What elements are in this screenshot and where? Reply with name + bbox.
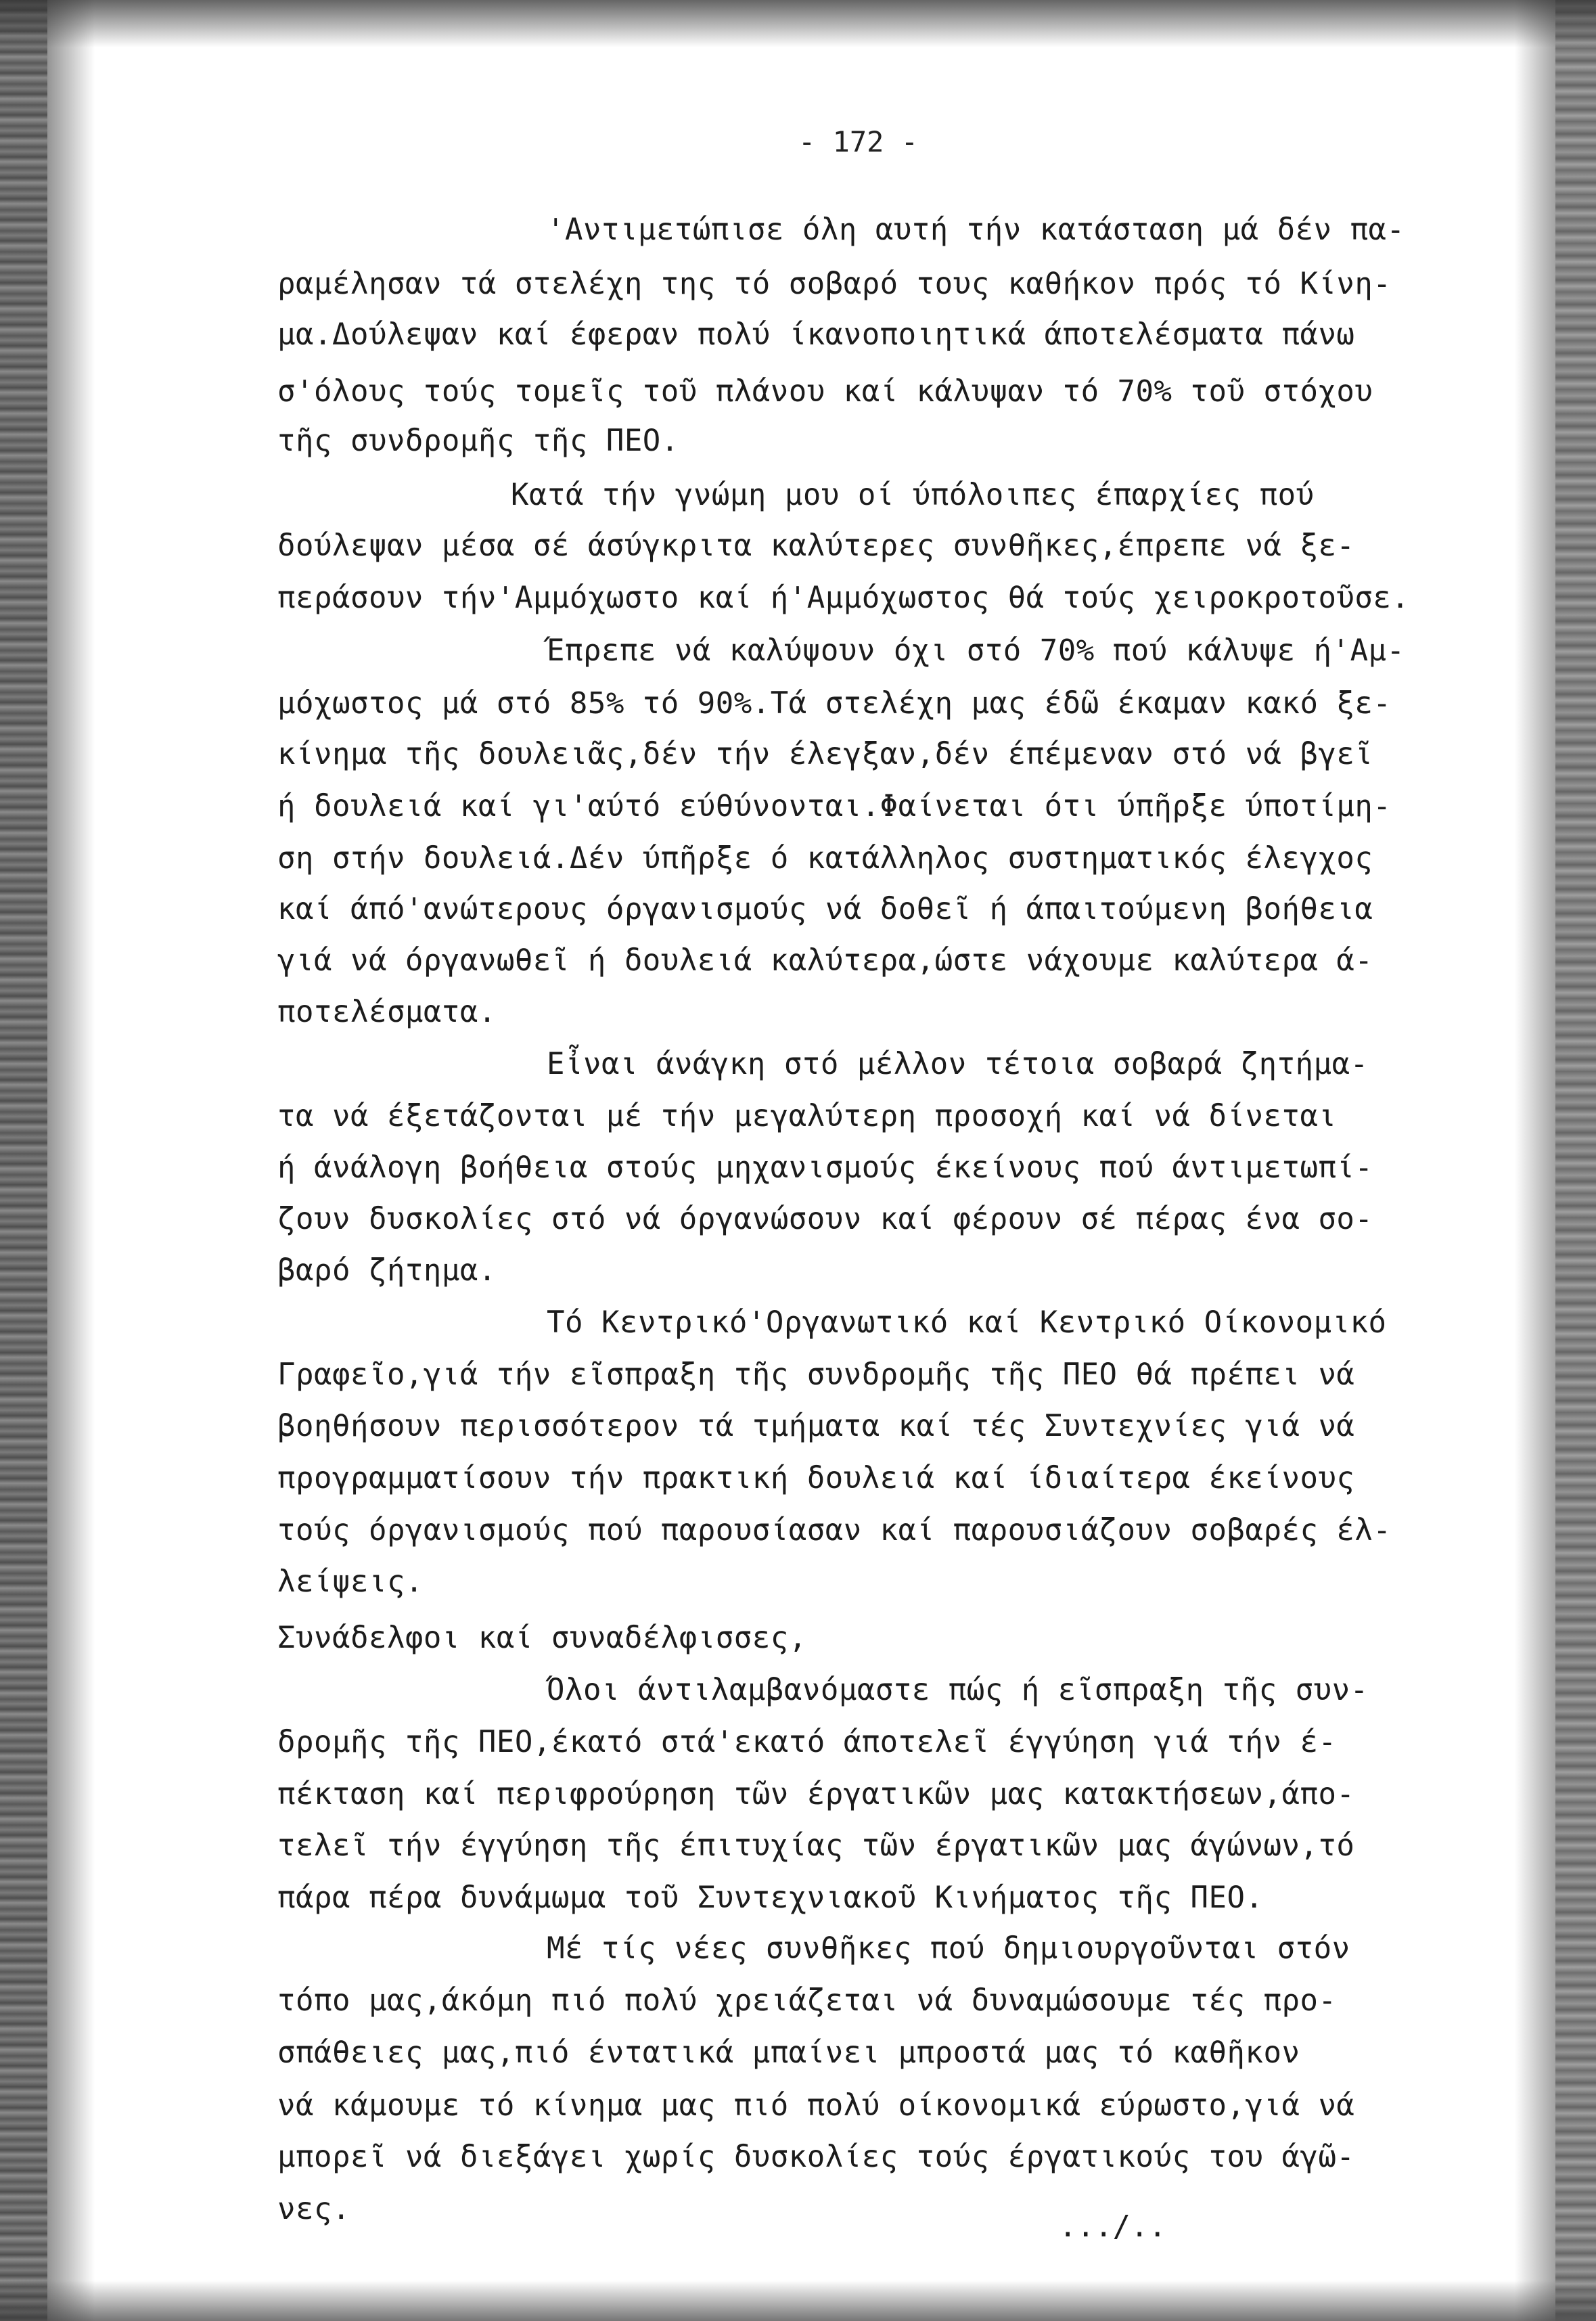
text-line: Μέ τίς νέες συνθῆκες πού δημιουργοῦνται στόν bbox=[547, 1931, 1350, 1966]
text-line: περάσουν τήν'Αμμόχωστο καί ή'Αμμόχωστος θά τούς χειροκροτοῦσε. bbox=[277, 581, 1410, 615]
text-line: Γραφεῖο,γιά τήν εῖσπραξη τῆς συνδρομῆς τῆς ΠΕΟ θά πρέπει νά bbox=[277, 1357, 1355, 1392]
text-line: νες. bbox=[277, 2192, 350, 2226]
text-line: Εἶναι άνάγκη στό μέλλον τέτοια σοβαρά ζητήμα- bbox=[547, 1047, 1369, 1081]
scan-edge-right bbox=[1555, 0, 1596, 2321]
scan-edge-top bbox=[0, 0, 1596, 47]
text-line: βαρό ζήτημα. bbox=[277, 1253, 497, 1288]
text-line: τόπο μας,άκόμη πιό πολύ χρειάζεται νά δυναμώσουμε τές προ- bbox=[277, 1983, 1337, 2018]
text-line: τῆς συνδρομῆς τῆς ΠΕΟ. bbox=[277, 424, 679, 458]
text-line: μπορεῖ νά διεξάγει χωρίς δυσκολίες τούς έργατικούς του άγῶ- bbox=[277, 2140, 1355, 2174]
text-line: πάρα πέρα δυνάμωμα τοῦ Συντεχνιακοῦ Κινήματος τῆς ΠΕΟ. bbox=[277, 1880, 1264, 1915]
text-line: σπάθειες μας,πιό έντατικά μπαίνει μπροστά μας τό καθῆκον bbox=[277, 2035, 1300, 2070]
text-line: πέκταση καί περιφρούρηση τῶν έργατικῶν μας κατακτήσεων,άπο- bbox=[277, 1777, 1355, 1811]
text-line: ποτελέσματα. bbox=[277, 995, 497, 1029]
text-line: Κατά τήν γνώμη μου οί ύπόλοιπες έπαρχίες πού bbox=[511, 478, 1315, 512]
text-line: γιά νά όργανωθεῖ ή δουλειά καλύτερα,ώστε νάχουμε καλύτερα ά- bbox=[277, 943, 1373, 978]
text-line: ή δουλειά καί γι'αύτό εύθύνονται.Φαίνεται ότι ύπῆρξε ύποτίμη- bbox=[277, 789, 1392, 824]
text-line: μόχωστος μά στό 85% τό 90%.Τά στελέχη μας έδῶ έκαμαν κακό ξε- bbox=[277, 686, 1392, 721]
text-line: δρομῆς τῆς ΠΕΟ,έκατό στά'εκατό άποτελεῖ έγγύηση γιά τήν έ- bbox=[277, 1725, 1337, 1759]
text-line: λείψεις. bbox=[277, 1564, 424, 1599]
text-line: κίνημα τῆς δουλειᾶς,δέν τήν έλεγξαν,δέν έπέμεναν στό νά βγεῖ bbox=[277, 737, 1373, 771]
text-line: τα νά έξετάζονται μέ τήν μεγαλύτερη προσοχή καί νά δίνεται bbox=[277, 1099, 1337, 1133]
scan-edge-left bbox=[0, 0, 47, 2321]
text-line: Έπρεπε νά καλύψουν όχι στό 70% πού κάλυψε ή'Αμ- bbox=[547, 633, 1405, 668]
text-line: Συνάδελφοι καί συναδέλφισσες, bbox=[277, 1621, 807, 1655]
text-line: τούς όργανισμούς πού παρουσίασαν καί παρουσιάζουν σοβαρές έλ- bbox=[277, 1513, 1392, 1548]
continuation-mark: .../.. bbox=[1059, 2209, 1166, 2244]
text-line: Τό Κεντρικό'Οργανωτικό καί Κεντρικό Οίκονομικό bbox=[547, 1305, 1387, 1340]
text-line: καί άπό'ανώτερους όργανισμούς νά δοθεῖ ή άπαιτούμενη βοήθεια bbox=[277, 892, 1373, 926]
text-line: σ'όλους τούς τομεῖς τοῦ πλάνου καί κάλυψαν τό 70% τοῦ στόχου bbox=[277, 374, 1373, 409]
text-line: βοηθήσουν περισσότερον τά τμήματα καί τές Συντεχνίες γιά νά bbox=[277, 1409, 1355, 1443]
text-line: 'Αντιμετώπισε όλη αυτή τήν κατάσταση μά δέν πα- bbox=[547, 212, 1405, 247]
text-line: ραμέλησαν τά στελέχη της τό σοβαρό τους καθήκον πρός τό Κίνη- bbox=[277, 267, 1392, 301]
text-line: νά κάμουμε τό κίνημα μας πιό πολύ οίκονομικά εύρωστο,γιά νά bbox=[277, 2088, 1355, 2123]
scan-edge-right-shadow bbox=[1515, 0, 1555, 2321]
text-line: μα.Δούλεψαν καί έφεραν πολύ ίκανοποιητικά άποτελέσματα πάνω bbox=[277, 317, 1355, 352]
text-line: τελεῖ τήν έγγύηση τῆς έπιτυχίας τῶν έργατικῶν μας άγώνων,τό bbox=[277, 1828, 1355, 1863]
page-number: - 172 - bbox=[798, 125, 919, 158]
text-line: δούλεψαν μέσα σέ άσύγκριτα καλύτερες συνθῆκες,έπρεπε νά ξε- bbox=[277, 528, 1355, 563]
scan-edge-bottom bbox=[0, 2280, 1596, 2321]
text-line: ή άνάλογη βοήθεια στούς μηχανισμούς έκείνους πού άντιμετωπί- bbox=[277, 1150, 1373, 1185]
text-line: Όλοι άντιλαμβανόμαστε πώς ή εῖσπραξη τῆς συν- bbox=[547, 1673, 1369, 1707]
text-line: ση στήν δουλειά.Δέν ύπῆρξε ό κατάλληλος συστηματικός έλεγχος bbox=[277, 841, 1373, 876]
text-line: προγραμματίσουν τήν πρακτική δουλειά καί ίδιαίτερα έκείνους bbox=[277, 1461, 1355, 1495]
text-line: ζουν δυσκολίες στό νά όργανώσουν καί φέρουν σέ πέρας ένα σο- bbox=[277, 1202, 1373, 1236]
scan-edge-left-shadow bbox=[47, 0, 95, 2321]
